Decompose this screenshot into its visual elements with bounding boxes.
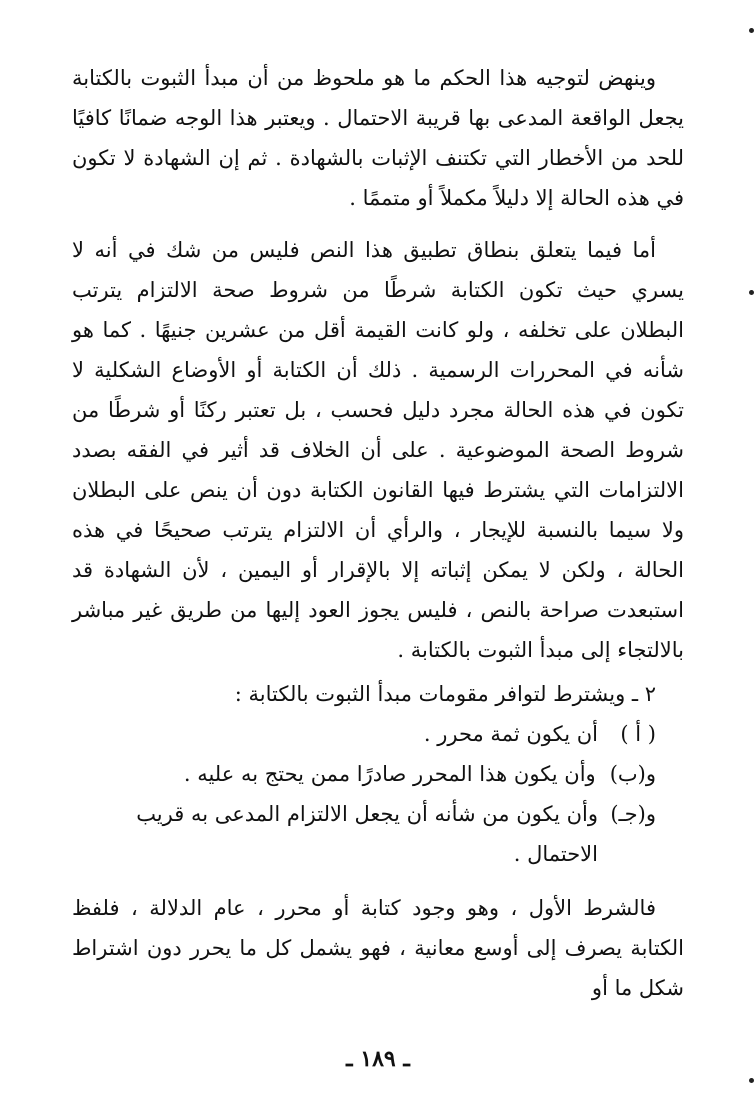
page-body bbox=[72, 58, 684, 1008]
list-item-text: أن يكون ثمة محرر . bbox=[423, 722, 598, 746]
scan-edge-mark bbox=[749, 1078, 754, 1083]
list-item-text: وأن يكون هذا المحرر صادرًا ممن يحتج به عليه . bbox=[183, 762, 596, 786]
paragraph-3: فالشرط الأول ، وهو وجود كتابة أو محرر ، عام الدلالة ، فلفظ الكتابة يصرف إلى أوسع معانية ، فهو يشمل كل ما يحرر دون اشتراط شكل ما أو bbox=[72, 896, 684, 1000]
page-number: ـ ١٨٩ ـ bbox=[346, 1046, 410, 1072]
list-item-marker: و(جـ) bbox=[610, 802, 656, 826]
list-item-marker: ( أ ) bbox=[620, 722, 656, 746]
paragraph-1: وينهض لتوجيه هذا الحكم ما هو ملحوظ من أن مبدأ الثبوت بالكتابة يجعل الواقعة المدعى بها قريبة الاحتمال . ويعتبر هذا الوجه ضمانًا كافيًا للحد من الأخطار التي تكتنف الإثبات بالشهادة . ثم إن الشهادة لا تكون في هذه الحالة إلا دليلاً مكملاً أو متممًا . bbox=[72, 66, 684, 210]
scan-edge-mark bbox=[749, 290, 754, 295]
list-item-text: وأن يكون من شأنه أن يجعل الالتزام المدعى به قريب الاحتمال . bbox=[136, 802, 598, 866]
conditions-list bbox=[72, 674, 684, 874]
list-item bbox=[72, 794, 684, 874]
list-item-marker: و(ب) bbox=[609, 762, 656, 786]
list-item bbox=[72, 714, 684, 754]
scan-edge-mark bbox=[749, 28, 754, 33]
paragraph-2: أما فيما يتعلق بنطاق تطبيق هذا النص فليس من شك في أنه لا يسري حيث تكون الكتابة شرطًا من شروط صحة الالتزام يترتب البطلان على تخلفه ، ولو كانت القيمة أقل من عشرين جنيهًا . كما هو شأنه في المحررات الرسمية . ذلك أن الكتابة أو الأوضاع الشكلية لا تكون في هذه الحالة مجرد دليل فحسب ، بل تعتبر ركنًا أو شرطًا من شروط الصحة الموضوعية . على أن الخلاف قد أثير في الفقه بصدد الالتزامات التي يشترط فيها القانون الكتابة دون أن ينص على البطلان ولا سيما بالنسبة للإيجار ، والرأي أن الالتزام يترتب صحيحًا في هذه الحالة ، ولكن لا يمكن إثباته إلا بالإقرار أو اليمين ، لأن الشهادة قد استبعدت صراحة بالنص ، فليس يجوز العود إليها من طريق غير مباشر بالالتجاء إلى مبدأ الثبوت بالكتابة . bbox=[72, 238, 684, 662]
conditions-heading: ٢ ـ ويشترط لتوافر مقومات مبدأ الثبوت بالكتابة : bbox=[234, 682, 656, 706]
list-item bbox=[72, 754, 684, 794]
